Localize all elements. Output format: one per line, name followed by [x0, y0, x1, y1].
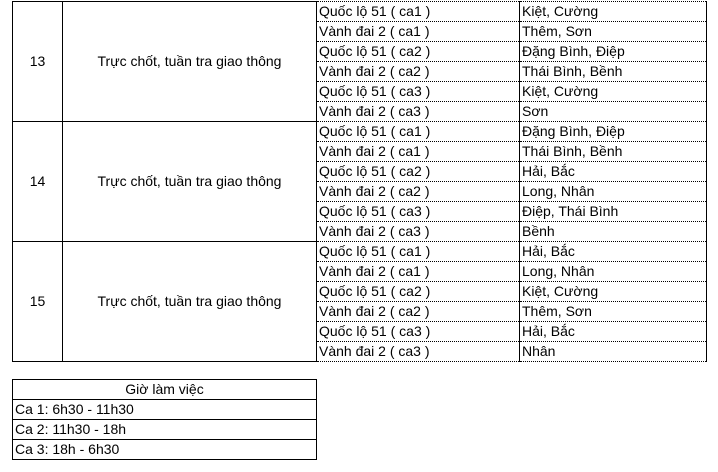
- route-cell: Vành đai 2 ( ca1 ): [317, 22, 520, 42]
- shift-2-hours: Ca 2: 11h30 - 18h: [13, 420, 317, 440]
- staff-cell: Sơn: [520, 102, 707, 122]
- staff-cell: Kiệt, Cường: [520, 2, 707, 22]
- working-hours-title: Giờ làm việc: [13, 380, 317, 400]
- staff-cell: Long, Nhân: [520, 262, 707, 282]
- staff-cell: Thái Bình, Bềnh: [520, 62, 707, 82]
- staff-cell: Đặng Bình, Điệp: [520, 42, 707, 62]
- route-cell: Quốc lộ 51 ( ca3 ): [317, 82, 520, 102]
- route-cell: Quốc lộ 51 ( ca3 ): [317, 322, 520, 342]
- group-number: 14: [13, 122, 63, 242]
- route-cell: Vành đai 2 ( ca2 ): [317, 62, 520, 82]
- schedule-body: [13, 2, 707, 362]
- staff-cell: Điệp, Thái Bình: [520, 202, 707, 222]
- group-number: 15: [13, 242, 63, 362]
- shift-1-hours: Ca 1: 6h30 - 11h30: [13, 400, 317, 420]
- staff-cell: Nhân: [520, 342, 707, 362]
- staff-cell: Hải, Bắc: [520, 242, 707, 262]
- route-cell: Vành đai 2 ( ca1 ): [317, 142, 520, 162]
- group-task: Trực chốt, tuần tra giao thông: [63, 122, 317, 242]
- route-cell: Vành đai 2 ( ca3 ): [317, 342, 520, 362]
- staff-cell: Thêm, Sơn: [520, 22, 707, 42]
- group-number: 13: [13, 2, 63, 122]
- schedule-row: [13, 242, 707, 262]
- working-hours-table: [12, 379, 317, 460]
- route-cell: Vành đai 2 ( ca2 ): [317, 182, 520, 202]
- staff-cell: Hải, Bắc: [520, 322, 707, 342]
- route-cell: Quốc lộ 51 ( ca1 ): [317, 2, 520, 22]
- staff-cell: Đặng Bình, Điệp: [520, 122, 707, 142]
- staff-cell: Hải, Bắc: [520, 162, 707, 182]
- route-cell: Quốc lộ 51 ( ca2 ): [317, 42, 520, 62]
- route-cell: Vành đai 2 ( ca3 ): [317, 102, 520, 122]
- route-cell: Quốc lộ 51 ( ca1 ): [317, 242, 520, 262]
- route-cell: Quốc lộ 51 ( ca3 ): [317, 202, 520, 222]
- staff-cell: Bềnh: [520, 222, 707, 242]
- staff-cell: Kiệt, Cường: [520, 282, 707, 302]
- staff-cell: Long, Nhân: [520, 182, 707, 202]
- route-cell: Vành đai 2 ( ca2 ): [317, 302, 520, 322]
- schedule-row: [13, 2, 707, 22]
- route-cell: Quốc lộ 51 ( ca2 ): [317, 282, 520, 302]
- group-task: Trực chốt, tuần tra giao thông: [63, 2, 317, 122]
- schedule-table: [12, 1, 707, 362]
- route-cell: Vành đai 2 ( ca1 ): [317, 262, 520, 282]
- group-task: Trực chốt, tuần tra giao thông: [63, 242, 317, 362]
- route-cell: Quốc lộ 51 ( ca2 ): [317, 162, 520, 182]
- staff-cell: Thái Bình, Bềnh: [520, 142, 707, 162]
- route-cell: Quốc lộ 51 ( ca1 ): [317, 122, 520, 142]
- staff-cell: Kiệt, Cường: [520, 82, 707, 102]
- schedule-row: [13, 122, 707, 142]
- staff-cell: Thêm, Sơn: [520, 302, 707, 322]
- route-cell: Vành đai 2 ( ca3 ): [317, 222, 520, 242]
- shift-3-hours: Ca 3: 18h - 6h30: [13, 440, 317, 460]
